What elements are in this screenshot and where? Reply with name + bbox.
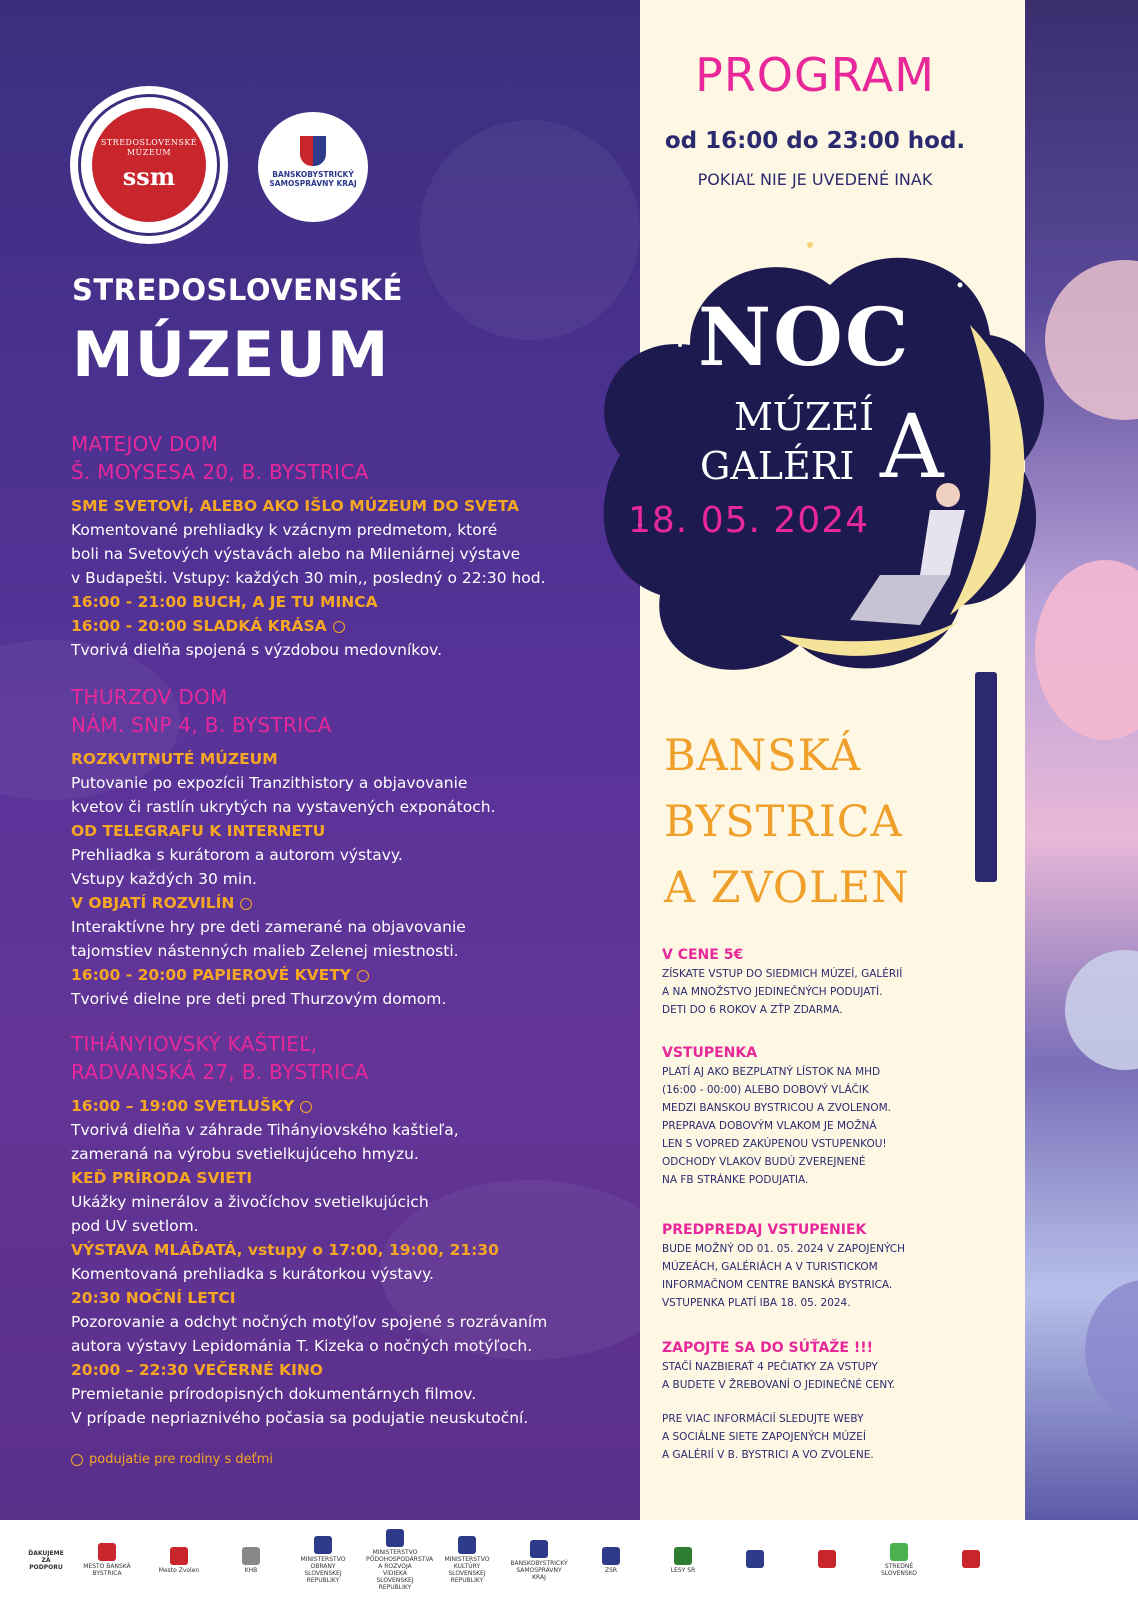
sponsor-logo: MINISTERSTVO OBRANY SLOVENSKEJ REPUBLIKY	[294, 1536, 352, 1584]
city-line-2: BYSTRICA	[664, 797, 903, 847]
program-hours: od 16:00 do 23:00 hod.	[664, 128, 966, 154]
sponsor-mark-icon	[242, 1547, 260, 1565]
info-text: MEDZI BANSKOU BYSTRICOU A ZVOLENOM.	[662, 1102, 892, 1114]
museum-name-small: STREDOSLOVENSKÉ	[72, 273, 403, 307]
info-text: LEN S VOPRED ZAKÚPENOU VSTUPENKOU!	[662, 1138, 887, 1150]
event-title: KEĎ PRÍRODA SVIETI	[71, 1169, 253, 1187]
sponsor-mark-icon	[314, 1536, 332, 1554]
event-description: Tvorivé dielne pre deti pred Thurzovým domom.	[71, 990, 447, 1008]
sponsors-footer	[0, 1520, 1138, 1600]
event-description: Tvorivá dielňa v záhrade Tihányiovského kaštieľa,	[71, 1121, 459, 1139]
event-description: boli na Svetových výstavách alebo na Mileniárnej výstave	[71, 545, 521, 563]
event-description: Vstupy každých 30 min.	[71, 870, 257, 888]
info-heading: V CENE 5€	[662, 947, 744, 963]
sponsor-logo: LESY SR	[654, 1547, 712, 1574]
venue-section	[71, 430, 631, 662]
venue-name: RADVANSKÁ 27, B. BYSTRICA	[71, 1060, 369, 1084]
city-line-3: A ZVOLEN	[664, 863, 910, 913]
event-title: OD TELEGRAFU K INTERNETU	[71, 822, 326, 840]
event-description: Prehliadka s kurátorom a autorom výstavy.	[71, 846, 403, 864]
bbsk-logo: BANSKOBYSTRICKÝ SAMOSPRÁVNY KRAJ	[258, 112, 368, 222]
event-description: Tvorivá dielňa spojená s výzdobou medovníkov.	[71, 641, 443, 659]
info-text: (16:00 - 00:00) ALEBO DOBOVÝ VLÁČIK	[662, 1084, 869, 1096]
info-text: ODCHODY VLAKOV BUDÚ ZVEREJNENÉ	[662, 1156, 866, 1168]
venue-name: Š. MOYSESA 20, B. BYSTRICA	[71, 460, 369, 484]
sponsor-logo: ZSR	[582, 1547, 640, 1574]
event-description: zameraná na výrobu svetielkujúceho hmyzu.	[71, 1145, 419, 1163]
event-description: Interaktívne hry pre deti zamerané na objavovanie	[71, 918, 466, 936]
info-text: NA FB STRÁNKE PODUJATIA.	[662, 1174, 809, 1186]
info-block	[662, 1410, 962, 1464]
info-heading: ZAPOJTE SA DO SÚŤAŽE !!!	[662, 1340, 874, 1356]
event-description: V prípade nepriaznivého počasia sa podujatie neuskutoční.	[71, 1409, 529, 1427]
event-title: ROZKVITNUTÉ MÚZEUM	[71, 750, 278, 768]
event-title-muzei: MÚZEÍ	[734, 395, 875, 439]
sponsor-mark-icon	[458, 1536, 476, 1554]
family-icon	[300, 1101, 312, 1113]
event-title: 16:00 - 20:00 SLADKÁ KRÁSA	[71, 614, 631, 638]
event-title: 20:30 NOČNÍ LETCI	[71, 1289, 236, 1307]
info-text: A BUDETE V ŽREBOVANÍ O JEDINEČNÉ CENY.	[662, 1379, 895, 1391]
info-text: DETI DO 6 ROKOV A ZŤP ZDARMA.	[662, 1004, 843, 1016]
venue-name: NÁM. SNP 4, B. BYSTRICA	[71, 713, 332, 737]
event-title: 16:00 - 20:00 PAPIEROVÉ KVETY	[71, 963, 631, 987]
ssm-logo: STREDOSLOVENSKÉ MÚZEUM ssm	[70, 86, 228, 244]
sponsor-mark-icon	[746, 1550, 764, 1568]
event-description: Komentované prehliadky k vzácnym predmetom, ktoré	[71, 521, 498, 539]
family-icon	[240, 898, 252, 910]
sponsor-mark-icon	[530, 1540, 548, 1558]
venue-name: MATEJOV DOM	[71, 432, 219, 456]
sponsor-logo: BANSKOBYSTRICKÝ SAMOSPRÁVNY KRAJ	[510, 1540, 568, 1581]
event-title: SME SVETOVÍ, ALEBO AKO IŠLO MÚZEUM DO SVETA	[71, 497, 520, 515]
venue-name: THURZOV DOM	[71, 685, 228, 709]
museum-name-big: MÚZEUM	[72, 318, 390, 391]
info-heading: PREDPREDAJ VSTUPENIEK	[662, 1222, 867, 1238]
event-title: V OBJATÍ ROZVILÍN	[71, 891, 631, 915]
sponsors-thanks: ĎAKUJEME ZA PODPORU	[28, 1549, 64, 1571]
event-title-galeri: GALÉRI	[700, 444, 855, 488]
event-title-a: A	[880, 395, 944, 498]
sponsor-logo: MINISTERSTVO PÔDOHOSPODÁRSTVA A ROZVOJA VIDIEKA SLOVENSKEJ REPUBLIKY	[366, 1529, 424, 1591]
info-text: MÚZEÁCH, GALÉRIÁCH A V TURISTICKOM	[662, 1261, 878, 1273]
info-text: A NA MNOŽSTVO JEDINEČNÝCH PODUJATÍ.	[662, 986, 883, 998]
venue-section	[71, 1030, 631, 1430]
family-icon	[333, 621, 345, 633]
sponsor-mark-icon	[818, 1550, 836, 1568]
info-block	[662, 1220, 962, 1312]
sponsor-mark-icon	[890, 1543, 908, 1561]
sponsor-mark-icon	[962, 1550, 980, 1568]
info-text: ZÍSKATE VSTUP DO SIEDMICH MÚZEÍ, GALÉRIÍ	[662, 968, 903, 980]
sponsor-mark-icon	[170, 1547, 188, 1565]
sponsor-mark-icon	[98, 1543, 116, 1561]
info-text: VSTUPENKA PLATÍ IBA 18. 05. 2024.	[662, 1297, 851, 1309]
shield-icon	[300, 136, 326, 166]
event-description: kvetov či rastlín ukrytých na vystavených exponátoch.	[71, 798, 496, 816]
info-text: A GALÉRIÍ V B. BYSTRICI A VO ZVOLENE.	[662, 1449, 874, 1461]
info-text: STAČÍ NAZBIERAŤ 4 PEČIATKY ZA VSTUPY	[662, 1361, 878, 1373]
info-heading: VSTUPENKA	[662, 1045, 758, 1061]
city-line-1: BANSKÁ	[664, 731, 862, 781]
info-text: PRE VIAC INFORMÁCIÍ SLEDUJTE WEBY	[662, 1413, 864, 1425]
sponsor-logo: KHB	[222, 1547, 280, 1574]
info-text: PREPRAVA DOBOVÝM VLAKOM JE MOŽNÁ	[662, 1120, 877, 1132]
venue-section	[71, 683, 631, 1011]
event-title: VÝSTAVA MLÁĎATÁ, vstupy o 17:00, 19:00, 21:30	[71, 1241, 499, 1259]
info-text: INFORMAČNOM CENTRE BANSKÁ BYSTRICA.	[662, 1279, 893, 1291]
sponsor-logo: MESTO BANSKÁ BYSTRICA	[78, 1543, 136, 1577]
info-block	[662, 1043, 962, 1189]
sponsor-mark-icon	[674, 1547, 692, 1565]
info-text: PLATÍ AJ AKO BEZPLATNÝ LÍSTOK NA MHD	[662, 1066, 881, 1078]
sponsor-mark-icon	[602, 1547, 620, 1565]
event-description: autora výstavy Lepidománia T. Kizeka o nočných motýľoch.	[71, 1337, 533, 1355]
sponsor-mark-icon	[386, 1529, 404, 1547]
family-icon	[71, 1454, 83, 1466]
event-description: Putovanie po expozícii Tranzithistory a objavovanie	[71, 774, 468, 792]
legend: podujatie pre rodiny s deťmi	[71, 1452, 273, 1467]
info-block	[662, 1338, 962, 1394]
venue-name: TIHÁNYIOVSKÝ KAŠTIEĽ,	[71, 1032, 318, 1056]
sponsor-logo	[726, 1550, 784, 1570]
event-title: 20:00 – 22:30 VEČERNÉ KINO	[71, 1361, 323, 1379]
info-text: A SOCIÁLNE SIETE ZAPOJENÝCH MÚZEÍ	[662, 1431, 866, 1443]
event-title: 16:00 - 21:00 BUCH, A JE TU MINCA	[71, 593, 378, 611]
sponsor-logo	[798, 1550, 856, 1570]
info-block	[662, 945, 962, 1019]
event-description: Ukážky minerálov a živočíchov svetielkujúcich	[71, 1193, 429, 1211]
event-description: v Budapešti. Vstupy: každých 30 min,, posledný o 22:30 hod.	[71, 569, 546, 587]
event-description: Komentovaná prehliadka s kurátorkou výstavy.	[71, 1265, 434, 1283]
event-description: tajomstiev nástenných malieb Zelenej miestnosti.	[71, 942, 459, 960]
event-title: 16:00 – 19:00 SVETLUŠKY	[71, 1094, 631, 1118]
sponsor-logo: Mesto Zvolen	[150, 1547, 208, 1574]
event-title-noc: NOC	[698, 290, 911, 384]
program-title: PROGRAM	[695, 48, 935, 102]
info-text: BUDE MOŽNÝ OD 01. 05. 2024 V ZAPOJENÝCH	[662, 1243, 906, 1255]
event-description: Pozorovanie a odchyt nočných motýľov spojené s rozrávaním	[71, 1313, 548, 1331]
family-icon	[357, 970, 369, 982]
program-note: POKIAĽ NIE JE UVEDENÉ INAK	[697, 170, 933, 189]
event-description: pod UV svetlom.	[71, 1217, 199, 1235]
sponsor-logo: STREDNÉ SLOVENSKO	[870, 1543, 928, 1577]
sponsor-logo	[942, 1550, 1000, 1570]
sponsor-logo: MINISTERSTVO KULTÚRY SLOVENSKEJ REPUBLIKY	[438, 1536, 496, 1584]
event-date: 18. 05. 2024	[628, 500, 870, 541]
event-description: Premietanie prírodopisných dokumentárnych filmov.	[71, 1385, 477, 1403]
